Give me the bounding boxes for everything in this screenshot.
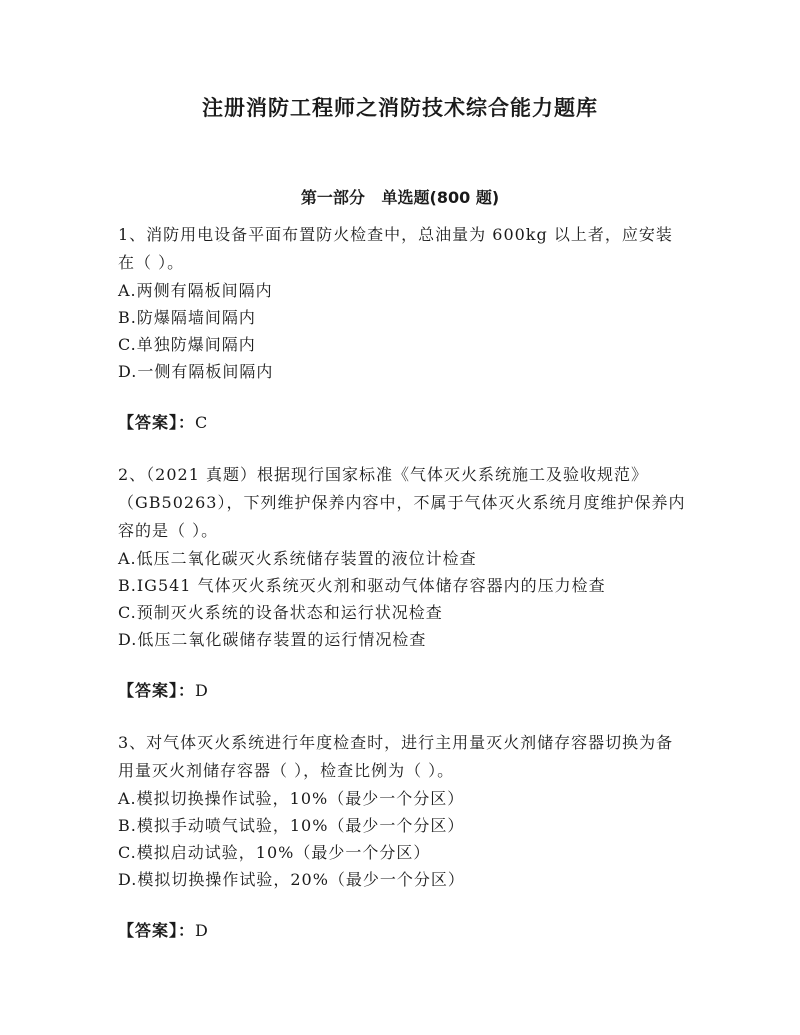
page-title: 注册消防工程师之消防技术综合能力题库 xyxy=(202,96,598,120)
option-a: A.低压二氧化碳灭火系统储存装置的液位计检查 xyxy=(118,549,477,568)
question-3 xyxy=(118,729,688,945)
question-stem: 3、对气体灭火系统进行年度检查时，进行主用量灭火剂储存容器切换为备用量灭火剂储存容器（ ），检查比例为（ ）。 xyxy=(118,733,674,780)
option-b: B.模拟手动喷气试验，10%（最少一个分区） xyxy=(118,816,465,835)
question-stem: 1、消防用电设备平面布置防火检查中，总油量为 600kg 以上者，应安装在（ ）。 xyxy=(118,225,673,272)
answer-line xyxy=(118,409,688,437)
answer-value: D xyxy=(195,921,209,940)
answer-value: C xyxy=(195,413,209,432)
question-1 xyxy=(118,221,688,437)
answer-value: D xyxy=(195,681,209,700)
option-d: D.一侧有隔板间隔内 xyxy=(118,362,274,381)
answer-label: 【答案】： xyxy=(118,681,196,700)
option-c: C.预制灭火系统的设备状态和运行状况检查 xyxy=(118,603,443,622)
question-list xyxy=(118,221,688,969)
option-d: D.低压二氧化碳储存装置的运行情况检查 xyxy=(118,630,427,649)
answer-line xyxy=(118,677,688,705)
option-c: C.单独防爆间隔内 xyxy=(118,335,256,354)
section-title: 第一部分 单选题(800 题) xyxy=(300,188,500,207)
option-a: A.模拟切换操作试验，10%（最少一个分区） xyxy=(118,789,465,808)
option-b: B.IG541 气体灭火系统灭火剂和驱动气体储存容器内的压力检查 xyxy=(118,576,606,595)
option-c: C.模拟启动试验，10%（最少一个分区） xyxy=(118,843,431,862)
answer-label: 【答案】： xyxy=(118,921,196,940)
answer-label: 【答案】： xyxy=(118,413,196,432)
option-a: A.两侧有隔板间隔内 xyxy=(118,281,273,300)
question-2 xyxy=(118,461,688,705)
option-d: D.模拟切换操作试验，20%（最少一个分区） xyxy=(118,870,465,889)
option-b: B.防爆隔墙间隔内 xyxy=(118,308,256,327)
answer-line xyxy=(118,917,688,945)
question-stem: 2、（2021 真题）根据现行国家标准《气体灭火系统施工及验收规范》（GB50263），下列维护保养内容中，不属于气体灭火系统月度维护保养内容的是（ ）。 xyxy=(118,465,686,540)
